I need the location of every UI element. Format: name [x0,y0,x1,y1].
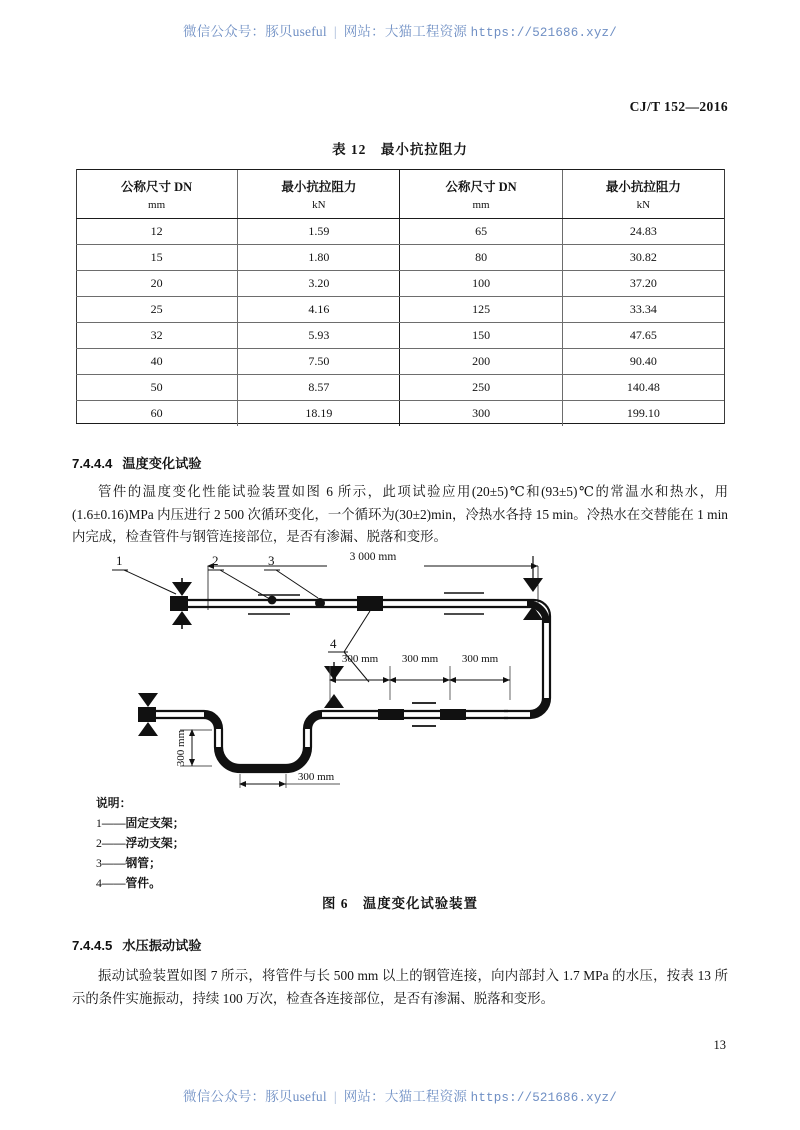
section-paragraph-7-4-4-4: 管件的温度变化性能试验装置如图 6 所示，此项试验应用(20±5)℃和(93±5)℃的常温水和热水，用(1.6±0.16)MPa 内压进行 2 500 次循环变化，一个循环为(30±2)min，冷热水各持 15 min。冷热水在交替能在 1 min 内完成，检查管件与钢管连接部位，是否有渗漏、脱落和变形。 [72,484,728,544]
table-row [76,219,724,245]
column-header-dn-2-unit: mm [472,199,490,211]
figure-6-temperature-cycling-apparatus [72,548,728,788]
dimension-label-seg-2: 300 mm [401,653,439,665]
table-cell: 5.93 [238,323,400,349]
dimension-label-bottom: 300 mm [297,771,335,783]
table-cell: 90.40 [562,349,724,375]
table-row [76,297,724,323]
table-cell: 1.80 [238,245,400,271]
legend-item-3 [96,853,185,873]
table-row [76,349,724,375]
table-cell: 30.82 [562,245,724,271]
legend-item-1 [96,813,185,833]
legend-item-4-num: 4 [96,876,102,890]
callout-2 [208,553,268,598]
figure-6-drawing [72,548,728,788]
figure-6-legend [96,793,185,893]
table-cell: 65 [400,219,562,245]
callout-label-1: 1 [116,553,123,568]
fixed-support-top-left [170,578,192,629]
table-right-rule [724,169,725,424]
legend-item-4-text: 管件。 [125,876,161,890]
dimension-label-overall: 3 000 mm [349,551,397,563]
legend-item-3-num: 3 [96,856,102,870]
legend-item-3-text: 钢管； [125,856,161,870]
dimension-vertical-300mm [175,729,212,766]
column-header-force-1-unit: kN [312,199,326,211]
table-cell: 3.20 [238,271,400,297]
legend-item-2-dash: —— [101,836,126,850]
table-cell: 8.57 [238,375,400,401]
column-header-force-2 [562,170,724,219]
table-cell: 20 [76,271,238,297]
steel-pipe-marker [315,598,325,608]
legend-heading: 说明： [96,796,132,810]
column-header-force-2-name: 最小抗拉阻力 [605,180,681,194]
table-cell: 4.16 [238,297,400,323]
section-heading-7-4-4-4 [72,453,201,472]
standard-number: CJ/T 152—2016 [629,99,728,114]
table-cell: 12 [76,219,238,245]
page-number: 13 [713,1038,726,1052]
column-header-force-1 [238,170,400,219]
table-cell: 37.20 [562,271,724,297]
dimension-label-seg-1: 300 mm [341,653,379,665]
callout-label-2: 2 [212,553,219,568]
legend-item-4-dash: —— [101,876,126,890]
dimension-label-seg-3: 300 mm [461,653,499,665]
watermark-site-label: 网站：大猫工程资源 [343,24,468,39]
table-cell: 300 [400,401,562,427]
watermark-url-bottom: https://521686.xyz/ [470,1091,617,1105]
column-header-dn-2 [400,170,562,219]
watermark-wechat-label-bottom: 微信公众号：豚贝useful [183,1089,327,1104]
table-cell: 1.59 [238,219,400,245]
table-cell: 25 [76,297,238,323]
fixed-support-lower-left [138,693,158,736]
table-cell: 47.65 [562,323,724,349]
figure-6-caption: 图 6 温度变化试验装置 [322,896,478,911]
table-body [76,219,724,427]
pipe-hatch-top-right [444,593,484,614]
section-number-7-4-4-5: 7.4.4.5 [72,938,113,953]
legend-item-1-text: 固定支架； [125,816,185,830]
section-paragraph-7-4-4-5: 振动试验装置如图 7 所示，将管件与长 500 mm 以上的钢管连接，向内部封入 1.7 MPa 的水压，按表 13 所示的条件实施振动，持续 100 万次，检查各连接部位，是否有渗漏、脱落和变形。 [72,968,728,1006]
callout-1 [112,553,176,594]
table-cell: 80 [400,245,562,271]
table-cell: 32 [76,323,238,349]
watermark-bottom [0,1085,800,1105]
section-title-7-4-4-4: 温度变化试验 [122,456,202,471]
table-cell: 18.19 [238,401,400,427]
table-wrapper [76,170,724,426]
table-cell: 50 [76,375,238,401]
table-row [76,323,724,349]
section-heading-7-4-4-5 [72,935,201,954]
legend-item-3-dash: —— [101,856,126,870]
floating-support-marker [248,595,300,614]
table-cell: 7.50 [238,349,400,375]
table-cell: 60 [76,401,238,427]
table-cell: 125 [400,297,562,323]
legend-item-1-dash: —— [101,816,126,830]
column-header-force-2-unit: kN [636,199,651,211]
legend-item-2-text: 浮动支架； [125,836,185,850]
watermark-site-label-bottom: 网站：大猫工程资源 [343,1089,468,1104]
table-row [76,271,724,297]
min-tensile-resistance-table [76,170,724,426]
watermark-separator: | [333,24,337,39]
dimension-segments-300mm [330,653,510,700]
dimension-bottom-300mm [240,771,340,788]
watermark-top [0,20,800,40]
legend-item-2 [96,833,185,853]
column-header-dn-1-unit: mm [148,199,166,211]
column-header-dn-1-name: 公称尺寸 DN [121,180,193,194]
fixed-support-middle [324,662,344,708]
table-cell: 150 [400,323,562,349]
table-row [76,401,724,427]
callout-3 [264,553,318,598]
table-cell: 140.48 [562,375,724,401]
section-number-7-4-4-4: 7.4.4.4 [72,456,113,471]
fitting-block-top [357,596,383,611]
table-cell: 33.34 [562,297,724,323]
table-row [76,245,724,271]
table-cell: 100 [400,271,562,297]
section-title-7-4-4-5: 水压振动试验 [122,938,202,953]
callout-label-4: 4 [330,636,337,651]
table-cell: 15 [76,245,238,271]
column-header-dn-2-name: 公称尺寸 DN [445,180,517,194]
table-cell: 250 [400,375,562,401]
callout-label-3: 3 [268,553,275,568]
watermark-wechat-label: 微信公众号：豚贝useful [183,24,327,39]
table-cell: 24.83 [562,219,724,245]
watermark-url: https://521686.xyz/ [470,26,617,40]
table-row [76,375,724,401]
pipe-middle-horizontal [330,703,508,726]
column-header-force-1-name: 最小抗拉阻力 [281,180,357,194]
column-header-dn-1 [76,170,238,219]
legend-item-2-num: 2 [96,836,102,850]
legend-item-1-num: 1 [96,816,102,830]
table-cell: 200 [400,349,562,375]
table-header-row [76,170,724,219]
table-cell: 40 [76,349,238,375]
table-title: 表 12 最小抗拉阻力 [332,142,468,157]
table-header [76,170,724,219]
pipe-right-vertical [504,670,550,718]
dimension-label-vertical: 300 mm [175,729,187,767]
watermark-separator-bottom: | [333,1089,337,1104]
legend-item-4 [96,873,185,893]
table-cell: 199.10 [626,406,660,420]
